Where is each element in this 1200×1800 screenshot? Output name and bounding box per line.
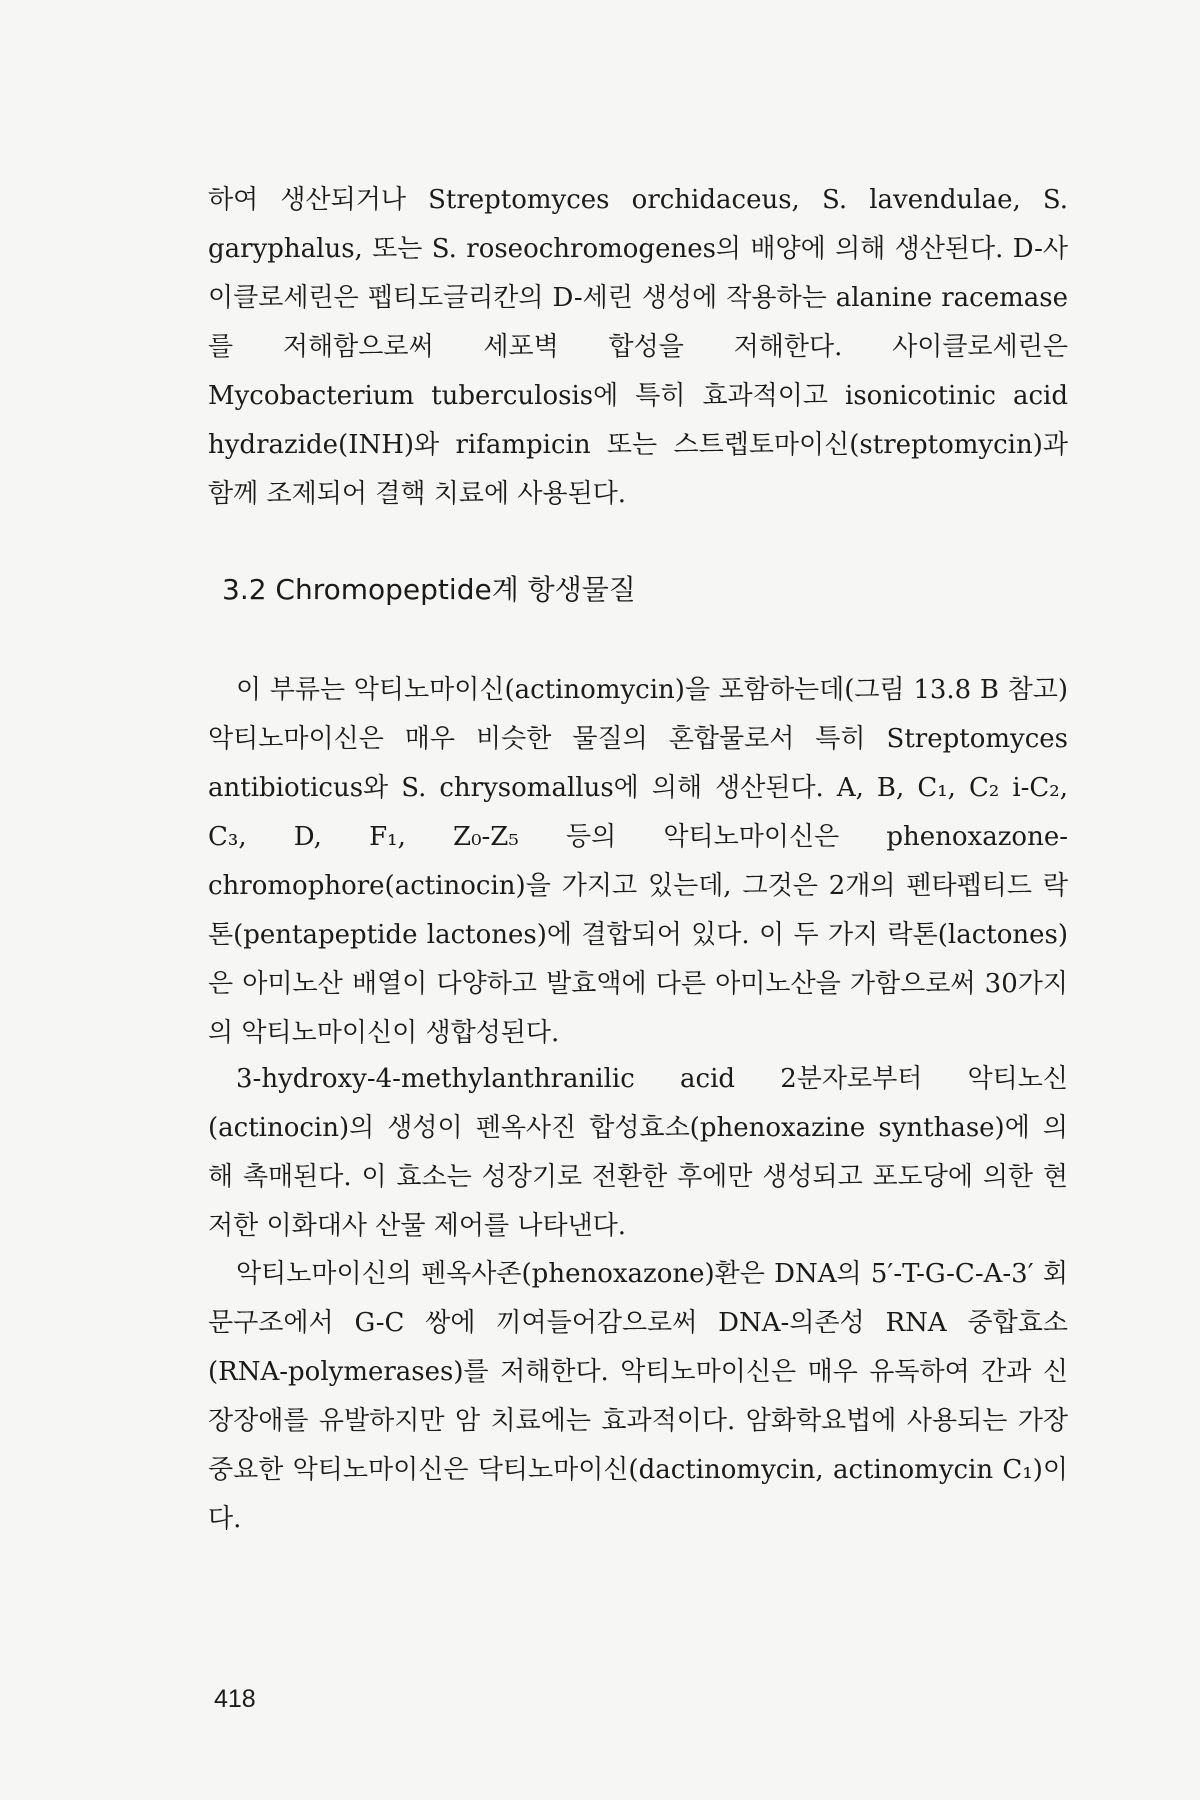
paragraph-cycloserine: 하여 생산되거나 Streptomyces orchidaceus, S. lavendulae, S. garyphalus, 또는 S. roseochromogenes의 배양에 의해 생산된다. D-사이클로세린은 펩티도글리칸의 D-세린 생성에 작용하는 alanine racemase를 저해함으로써 세포벽 합성을 저해한다. 사이클로세린은 Mycobacterium tuberculosis에 특히 효과적이고 isonicotinic acid hydrazide(INH)와 rifampicin 또는 스트렙토마이신(streptomycin)과 함께 조제되어 결핵 치료에 사용된다. [208,185,1068,509]
paragraph-actinocin-synthesis: 3-hydroxy-4-methylanthranilic acid 2분자로부터 악티노신(actinocin)의 생성이 펜옥사진 합성효소(phenoxazine synthase)에 의해 촉매된다. 이 효소는 성장기로 전환한 후에만 생성되고 포도당에 의한 현저한 이화대사 산물 제어를 나타낸다. [208,1064,1068,1241]
section-heading: 3.2 Chromopeptide계 항생물질 [222,573,636,606]
paragraph-actinomycin: 이 부류는 악티노마이신(actinomycin)을 포함하는데(그림 13.8 B 참고) 악티노마이신은 매우 비슷한 물질의 혼합물로서 특히 Streptomyces antibioticus와 S. chrysomallus에 의해 생산된다. A, B, C₁, C₂ i-C₂, C₃, D, F₁, Z₀-Z₅ 등의 악티노마이신은 phenoxazone-chromophore(actinocin)을 가지고 있는데, 그것은 2개의 펜타펩티드 락톤(pentapeptide lactones)에 결합되어 있다. 이 두 가지 락톤(lactones)은 아미노산 배열이 다양하고 발효액에 다른 아미노산을 가함으로써 30가지의 악티노마이신이 생합성된다. [208,675,1068,1048]
page-number: 418 [214,1685,256,1713]
paragraph-phenoxazone: 악티노마이신의 펜옥사존(phenoxazone)환은 DNA의 5′-T-G-C-A-3′ 회문구조에서 G-C 쌍에 끼여들어감으로써 DNA-의존성 RNA 중합효소(RNA-polymerases)를 저해한다. 악티노마이신은 매우 유독하여 간과 신장장애를 유발하지만 암 치료에는 효과적이다. 암화학요법에 사용되는 가장 중요한 악티노마이신은 닥티노마이신(dactinomycin, actinomycin C₁)이다. [208,1259,1068,1534]
